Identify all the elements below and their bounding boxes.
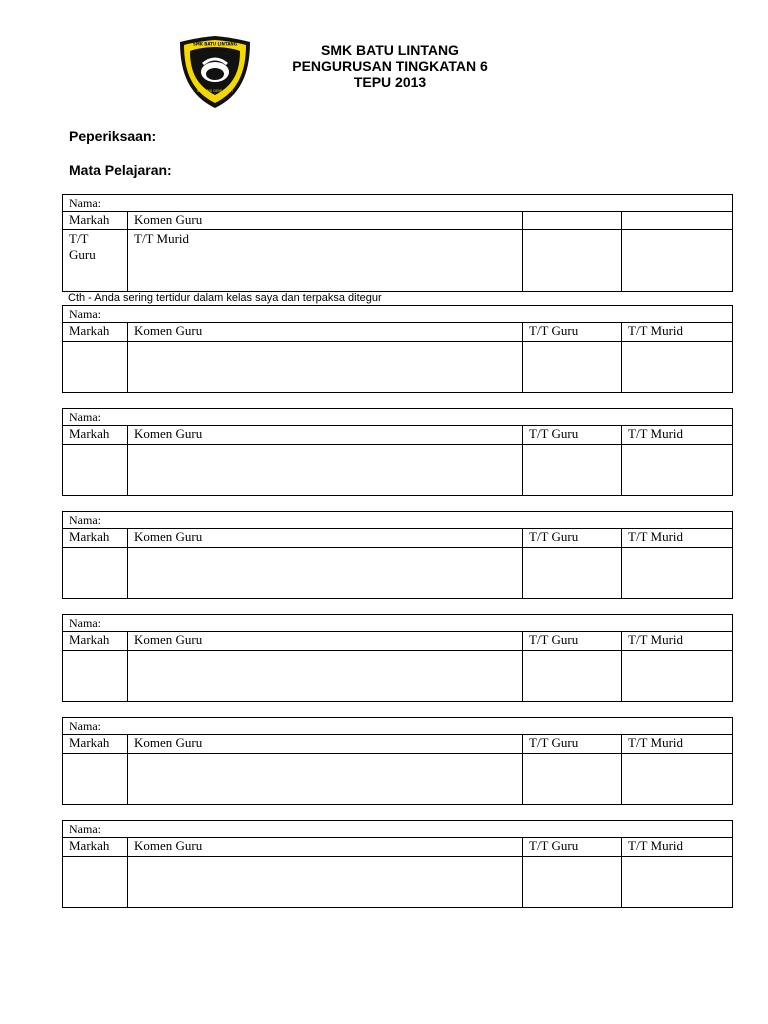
mata-pelajaran-label: Mata Pelajaran: [69,162,172,178]
nama-field[interactable]: Nama: [63,409,732,426]
markah-header: Markah [63,735,128,753]
tt-murid-header: T/T Murid [628,735,684,750]
student-card [62,717,733,805]
nama-field[interactable]: Nama: [63,821,732,838]
exam-name: TEPU 2013 [353,74,427,90]
markah-cell[interactable] [63,754,128,804]
tt-guru-header: T/T Guru [523,426,622,444]
signature-cell[interactable] [622,230,732,291]
empty-header-cell [622,212,732,229]
nama-field[interactable]: Nama: [63,195,732,212]
tt-murid-cell[interactable] [622,445,732,495]
empty-header-cell [523,212,622,229]
student-card [62,511,733,599]
nama-field[interactable]: Nama: [63,615,732,632]
tt-guru-cell[interactable] [523,754,622,804]
tt-murid-cell[interactable] [622,857,732,907]
student-card [62,614,733,702]
markah-header: Markah [63,212,128,229]
tt-murid-header: T/T Murid [628,632,684,647]
signature-cell[interactable] [523,230,622,291]
tt-murid-cell[interactable] [622,342,732,392]
nama-field[interactable]: Nama: [63,512,732,529]
document-header [250,42,530,90]
nama-field[interactable]: Nama: [63,306,732,323]
tt-guru-header: T/T Guru [523,838,622,856]
komen-guru-cell[interactable] [128,857,523,907]
komen-guru-header: Komen Guru [128,426,523,444]
komen-guru-header: Komen Guru [128,838,523,856]
tt-murid-cell[interactable] [622,651,732,701]
tt-guru-label: T/T Guru [63,230,128,291]
markah-header: Markah [63,838,128,856]
student-card [62,408,733,496]
komen-guru-header: Komen Guru [128,529,523,547]
komen-guru-cell[interactable] [128,445,523,495]
komen-guru-cell[interactable] [128,754,523,804]
komen-guru-cell[interactable] [128,548,523,598]
school-name: SMK BATU LINTANG [321,42,459,58]
school-crest-logo [178,34,252,110]
tt-guru-cell[interactable] [523,548,622,598]
nama-field[interactable]: Nama: [63,718,732,735]
tt-murid-header: T/T Murid [628,838,684,853]
tt-guru-header: T/T Guru [523,632,622,650]
markah-header: Markah [63,323,128,341]
svg-text:BERILMU DEMI BAKTI: BERILMU DEMI BAKTI [197,89,233,93]
student-card [62,305,733,393]
tt-guru-cell[interactable] [523,651,622,701]
markah-cell[interactable] [63,342,128,392]
komen-guru-cell[interactable] [128,651,523,701]
example-note: Cth - Anda sering tertidur dalam kelas saya dan terpaksa ditegur [68,292,382,304]
peperiksaan-label: Peperiksaan: [69,128,157,144]
tt-murid-header: T/T Murid [628,529,684,544]
example-student-card [62,194,733,292]
student-card [62,820,733,908]
markah-header: Markah [63,426,128,444]
komen-guru-header: Komen Guru [128,632,523,650]
tt-guru-cell[interactable] [523,342,622,392]
markah-header: Markah [63,632,128,650]
markah-cell[interactable] [63,857,128,907]
tt-murid-cell[interactable] [622,548,732,598]
tt-murid-header: T/T Murid [628,323,684,338]
tt-guru-header: T/T Guru [523,735,622,753]
tt-guru-cell[interactable] [523,445,622,495]
tt-murid-cell[interactable] [622,754,732,804]
komen-guru-header: Komen Guru [128,212,523,229]
markah-cell[interactable] [63,445,128,495]
markah-cell[interactable] [63,548,128,598]
tt-murid-header: T/T Murid [628,426,684,441]
tt-guru-header: T/T Guru [523,323,622,341]
svg-text:SMK BATU LINTANG: SMK BATU LINTANG [192,41,238,47]
komen-guru-header: Komen Guru [128,323,523,341]
komen-guru-cell[interactable] [128,342,523,392]
tt-murid-label: T/T Murid [128,230,523,291]
komen-guru-header: Komen Guru [128,735,523,753]
department-name: PENGURUSAN TINGKATAN 6 [292,58,488,74]
markah-cell[interactable] [63,651,128,701]
markah-header: Markah [63,529,128,547]
tt-guru-header: T/T Guru [523,529,622,547]
tt-guru-cell[interactable] [523,857,622,907]
